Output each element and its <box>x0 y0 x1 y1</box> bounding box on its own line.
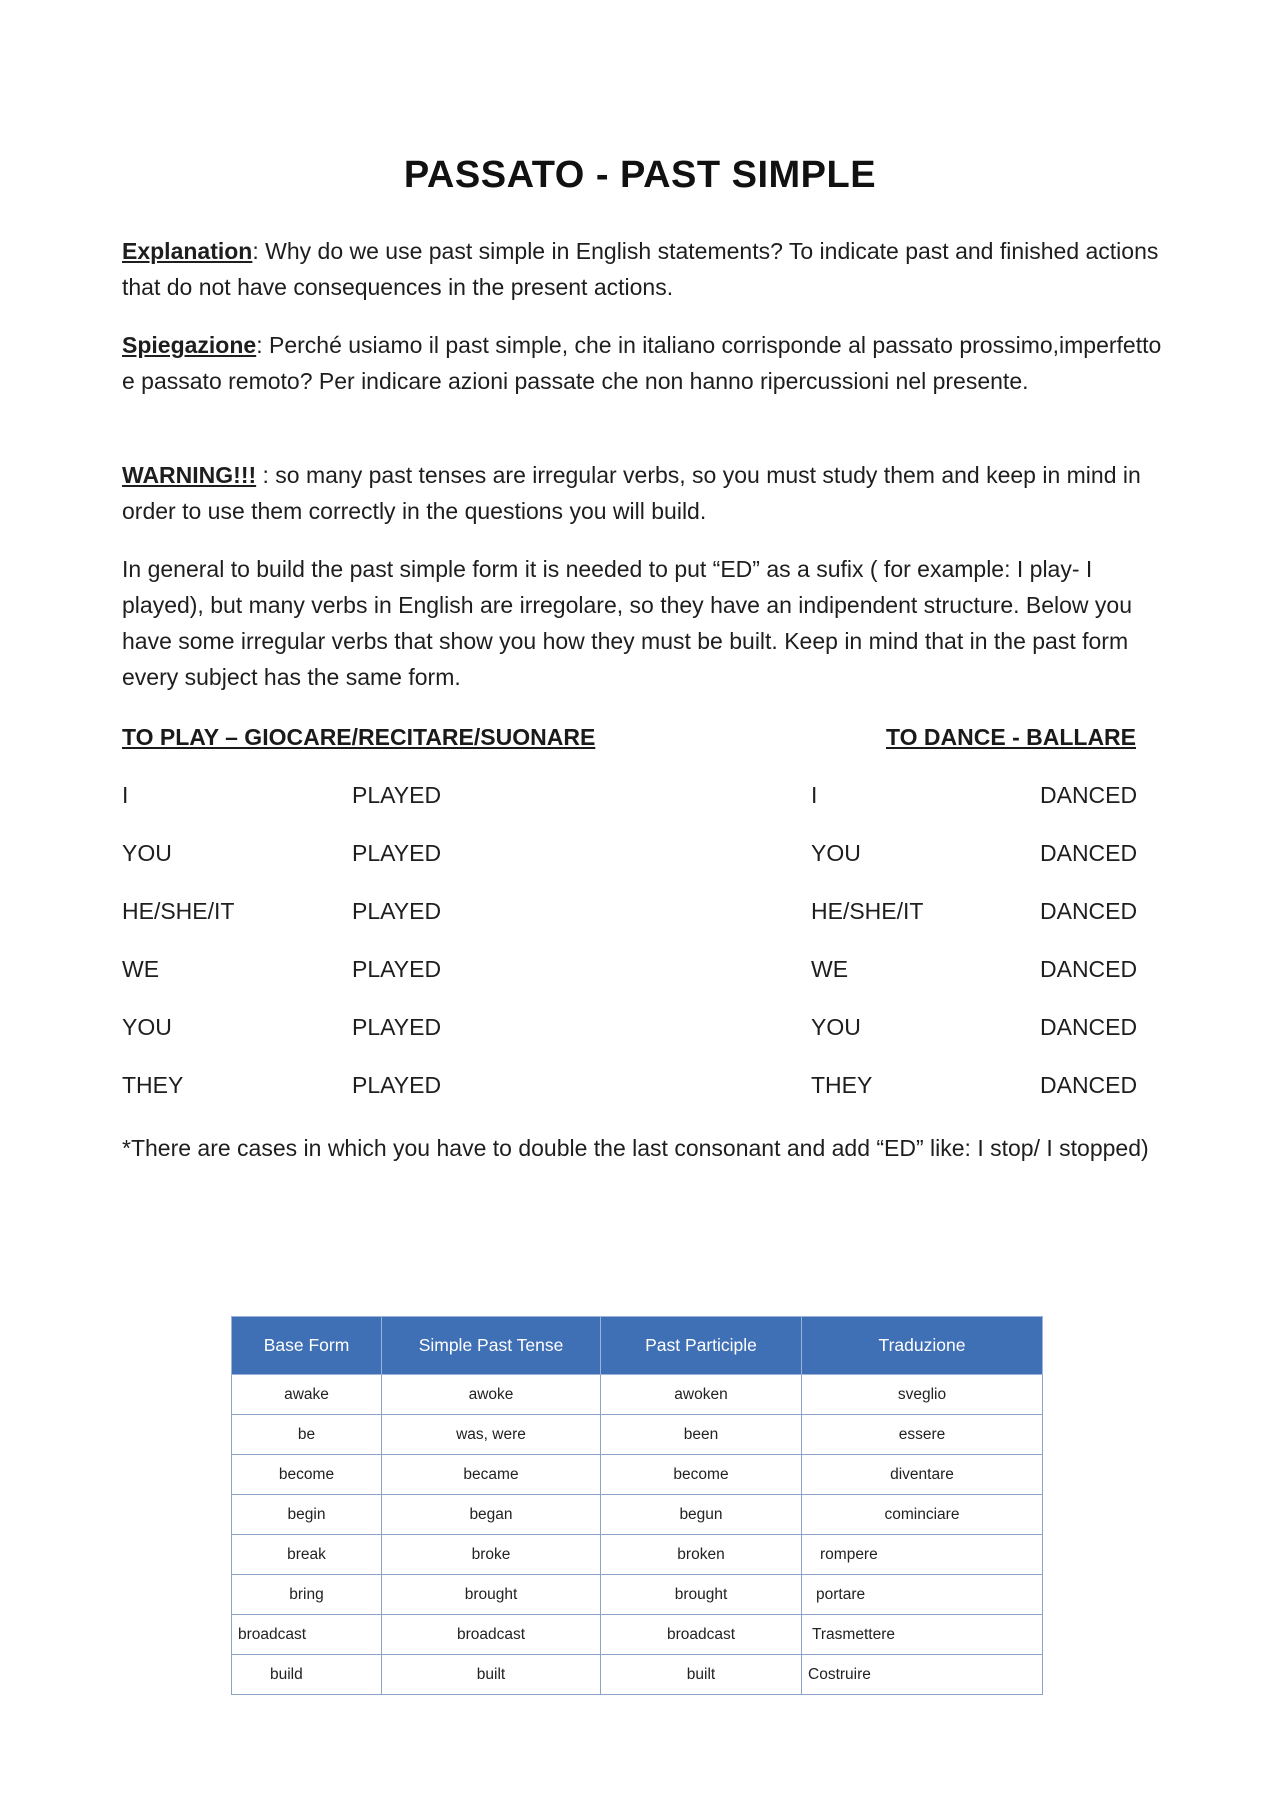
spiegazione-label: Spiegazione <box>122 332 257 358</box>
spiegazione-paragraph <box>122 327 1162 399</box>
right-subject: HE/SHE/IT <box>811 898 924 924</box>
table-cell: been <box>601 1415 802 1455</box>
note-paragraph: *There are cases in which you have to double the last consonant and add “ED” like: I stop/ I stopped) <box>122 1135 1149 1161</box>
table-row <box>232 1375 1043 1415</box>
right-form: DANCED <box>1040 840 1138 866</box>
table-cell: broadcast <box>232 1615 382 1655</box>
table-cell: become <box>232 1455 382 1495</box>
left-form: PLAYED <box>352 898 442 924</box>
left-form: PLAYED <box>352 956 442 982</box>
column-header: Base Form <box>232 1317 382 1375</box>
left-subject: WE <box>122 956 160 982</box>
right-form: DANCED <box>1040 956 1138 982</box>
table-cell: Trasmettere <box>802 1615 1043 1655</box>
table-cell: rompere <box>802 1535 1043 1575</box>
table-cell: broke <box>382 1535 601 1575</box>
table-cell: built <box>382 1655 601 1695</box>
table-cell: Costruire <box>802 1655 1043 1695</box>
right-form: DANCED <box>1040 1014 1138 1040</box>
table-cell: begin <box>232 1495 382 1535</box>
table-cell: broadcast <box>382 1615 601 1655</box>
table-cell: awoken <box>601 1375 802 1415</box>
conjugation-row <box>0 898 1280 934</box>
table-row <box>232 1495 1043 1535</box>
verb-left-heading: TO PLAY – GIOCARE/RECITARE/SUONARE <box>122 724 596 750</box>
table-cell: sveglio <box>802 1375 1043 1415</box>
right-form: DANCED <box>1040 782 1138 808</box>
table-cell: awake <box>232 1375 382 1415</box>
table-cell: brought <box>601 1575 802 1615</box>
table-cell: diventare <box>802 1455 1043 1495</box>
right-form: DANCED <box>1040 898 1138 924</box>
table-row <box>232 1535 1043 1575</box>
conjugation-row <box>0 840 1280 876</box>
table-cell: build <box>232 1655 382 1695</box>
left-form: PLAYED <box>352 1072 442 1098</box>
table-row <box>232 1655 1043 1695</box>
explanation-paragraph <box>122 233 1162 305</box>
spiegazione-text: : Perché usiamo il past simple, che in italiano corrisponde al passato prossimo,imperfetto e passato remoto? Per indicare azioni passate che non hanno ripercussioni nel presente. <box>122 332 1162 394</box>
table-cell: was, were <box>382 1415 601 1455</box>
table-cell: built <box>601 1655 802 1695</box>
left-subject: THEY <box>122 1072 184 1098</box>
right-subject: YOU <box>811 840 861 866</box>
table-cell: begun <box>601 1495 802 1535</box>
table-cell: cominciare <box>802 1495 1043 1535</box>
right-subject: WE <box>811 956 849 982</box>
right-subject: THEY <box>811 1072 873 1098</box>
column-header: Traduzione <box>802 1317 1043 1375</box>
explanation-label: Explanation <box>122 238 253 264</box>
right-form: DANCED <box>1040 1072 1138 1098</box>
table-cell: break <box>232 1535 382 1575</box>
table-row <box>232 1575 1043 1615</box>
right-subject: YOU <box>811 1014 861 1040</box>
table-cell: become <box>601 1455 802 1495</box>
explanation-text: : Why do we use past simple in English statements? To indicate past and finished actions that do not have consequences in the present actions. <box>122 238 1159 300</box>
table-cell: be <box>232 1415 382 1455</box>
irregular-verbs-table <box>231 1316 1043 1695</box>
left-form: PLAYED <box>352 1014 442 1040</box>
general-paragraph: In general to build the past simple form it is needed to put “ED” as a sufix ( for example: I play- I played), but many verbs in English are irregolare, so they have an indipendent structure. Below you have some irregular verbs that show you how they must be built. Keep in mind that in the past form every subject has the same form. <box>122 556 1133 690</box>
table-cell: broadcast <box>601 1615 802 1655</box>
column-header: Past Participle <box>601 1317 802 1375</box>
table-cell: essere <box>802 1415 1043 1455</box>
left-form: PLAYED <box>352 782 442 808</box>
table-cell: broken <box>601 1535 802 1575</box>
left-subject: I <box>122 782 129 808</box>
conjugation-row <box>0 1072 1280 1108</box>
table-cell: portare <box>802 1575 1043 1615</box>
table-header-row <box>232 1317 1043 1375</box>
table-cell: bring <box>232 1575 382 1615</box>
verb-right-heading: TO DANCE - BALLARE <box>886 724 1137 750</box>
left-subject: YOU <box>122 840 172 866</box>
conjugation-row <box>0 956 1280 992</box>
page-title: PASSATO - PAST SIMPLE <box>403 154 877 196</box>
warning-paragraph <box>122 457 1162 529</box>
table-cell: became <box>382 1455 601 1495</box>
table-cell: began <box>382 1495 601 1535</box>
column-header: Simple Past Tense <box>382 1317 601 1375</box>
table-row <box>232 1415 1043 1455</box>
left-form: PLAYED <box>352 840 442 866</box>
right-subject: I <box>811 782 818 808</box>
warning-text: : so many past tenses are irregular verbs, so you must study them and keep in mind in order to use them correctly in the questions you will build. <box>122 462 1141 524</box>
conjugation-row <box>0 782 1280 818</box>
table-cell: brought <box>382 1575 601 1615</box>
table-cell: awoke <box>382 1375 601 1415</box>
conjugation-row <box>0 1014 1280 1050</box>
left-subject: HE/SHE/IT <box>122 898 235 924</box>
left-subject: YOU <box>122 1014 172 1040</box>
table-row <box>232 1615 1043 1655</box>
warning-label: WARNING!!! <box>122 462 257 488</box>
table-row <box>232 1455 1043 1495</box>
